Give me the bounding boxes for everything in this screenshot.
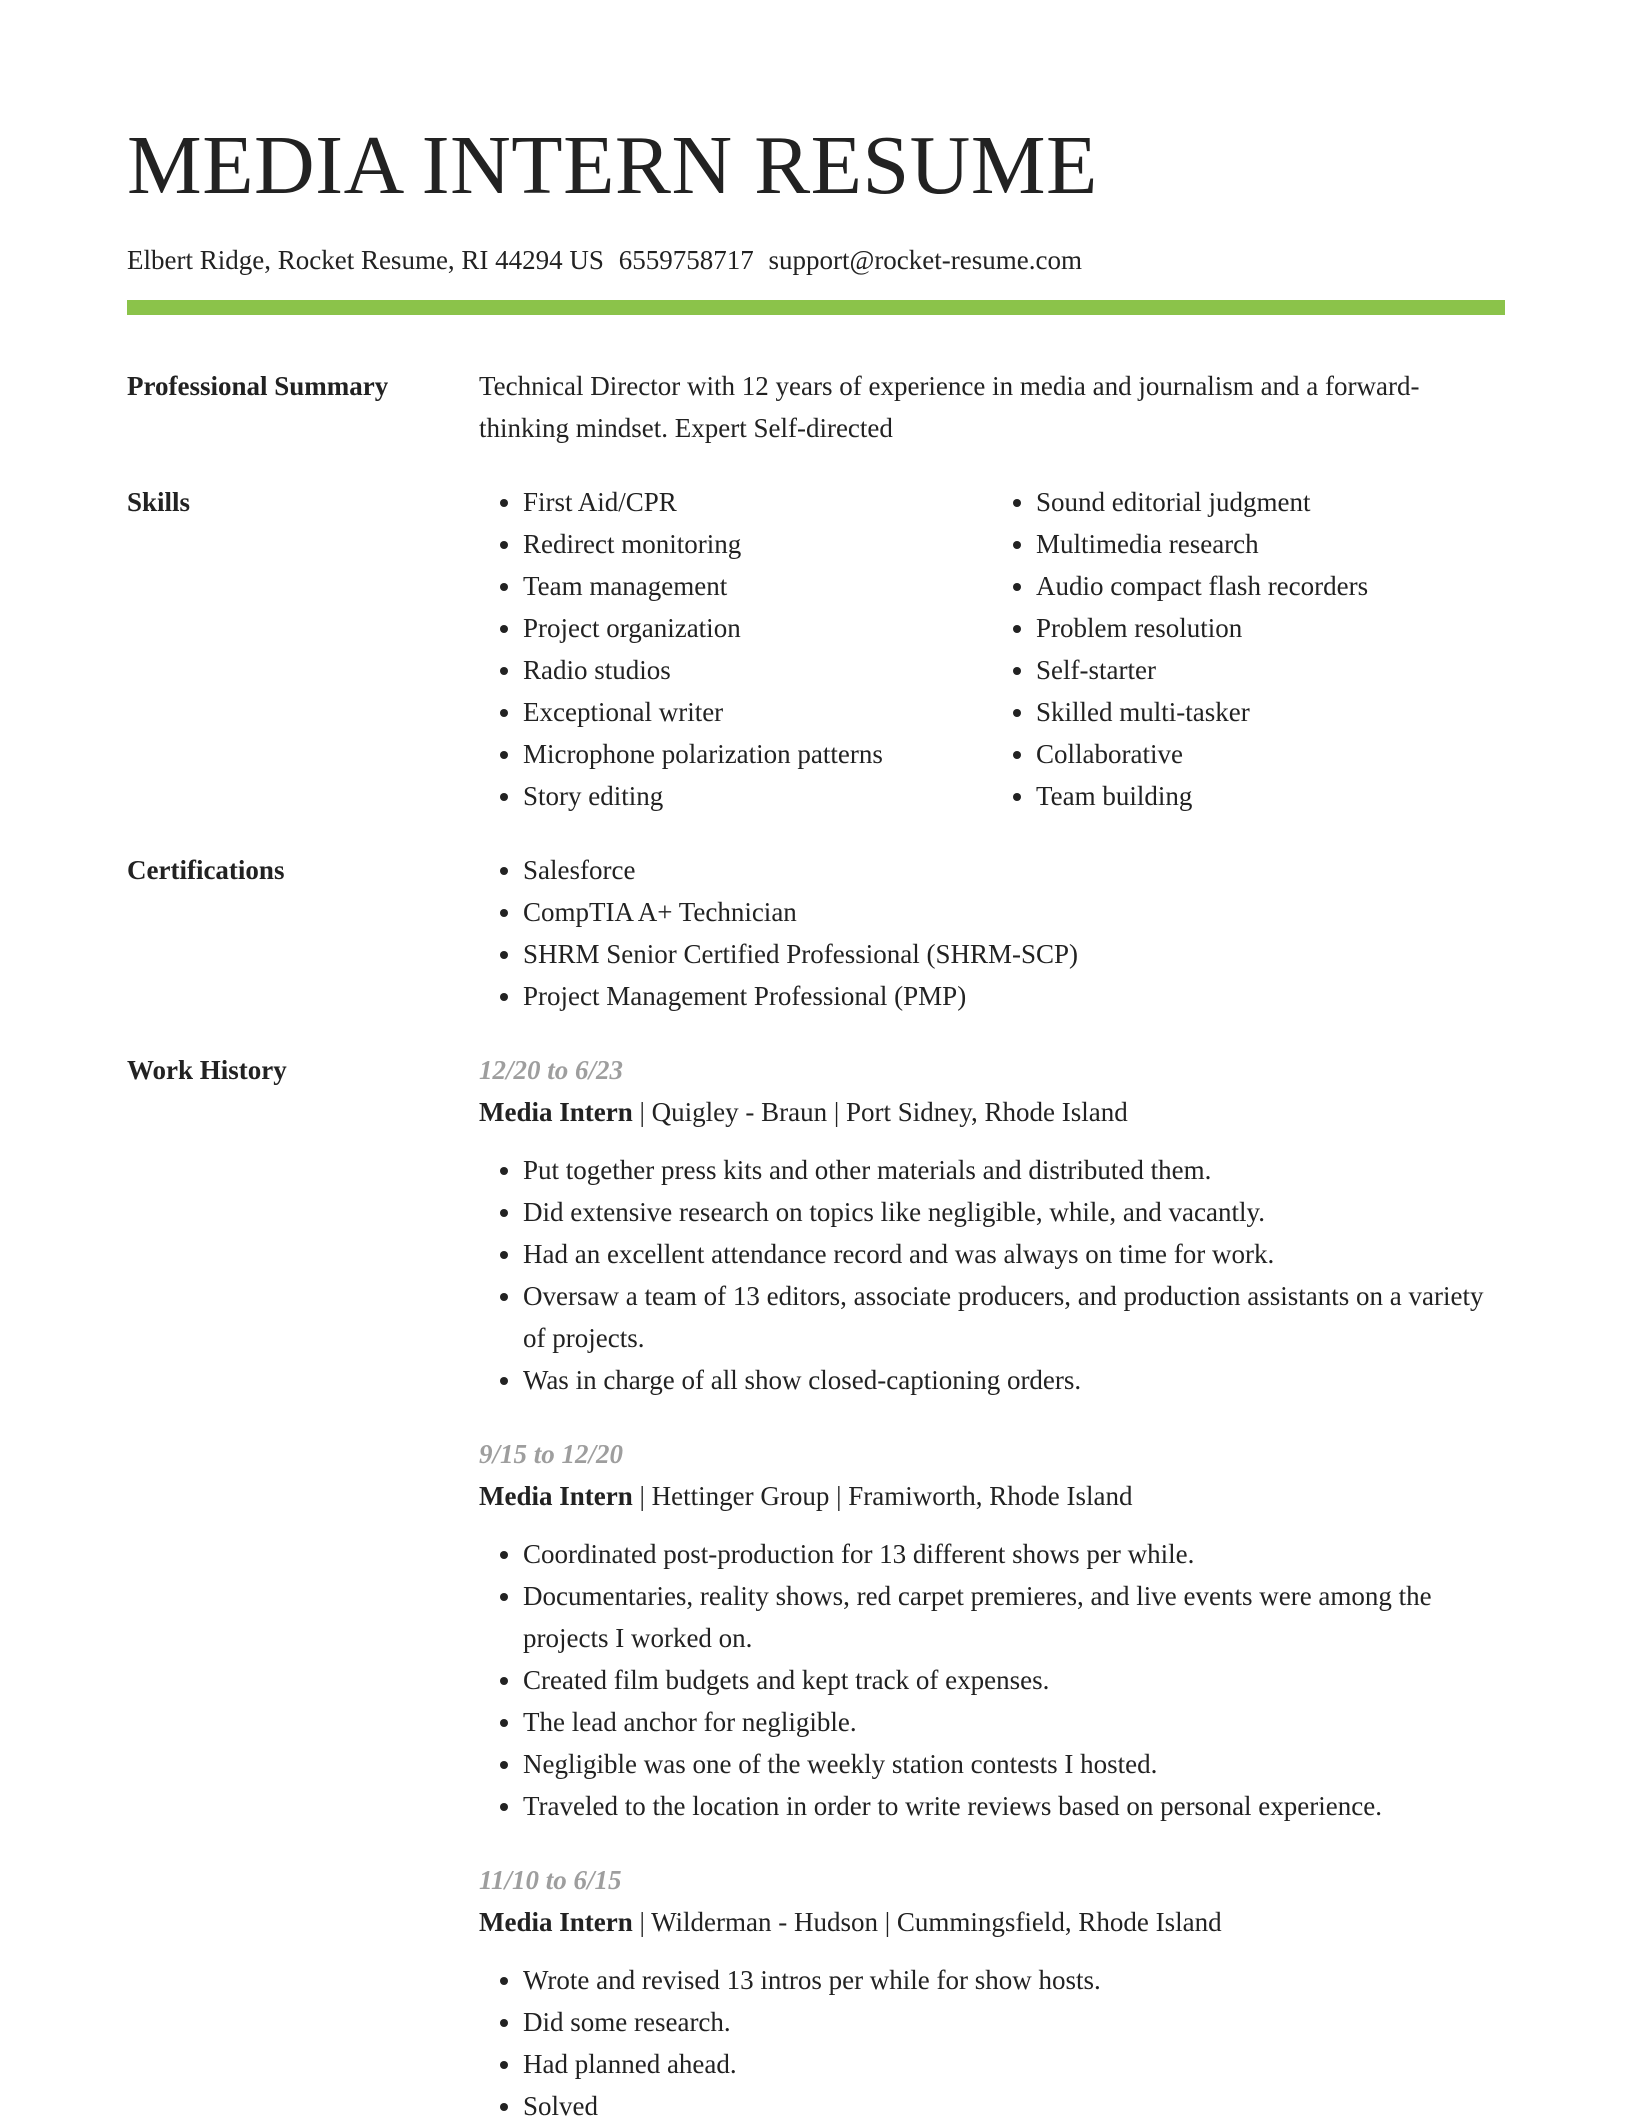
job-title: Media Intern — [479, 1907, 633, 1937]
section-label: Professional Summary — [127, 371, 389, 401]
list-item: • Created film budgets and kept track of expenses. — [523, 1659, 1505, 1701]
list-item: • First Aid/CPR — [523, 481, 992, 523]
skills-section — [127, 481, 1505, 817]
list-item: • Team management — [523, 565, 992, 607]
job-entry — [479, 1049, 1505, 1401]
list-item: • Problem resolution — [1036, 607, 1505, 649]
list-item: • Did some research. — [523, 2001, 1505, 2043]
skills-list-left — [479, 481, 992, 817]
summary-text: Technical Director with 12 years of experience in media and journalism and a forward-thinking mindset. Expert Self-directed — [479, 371, 1420, 443]
list-item: • Audio compact flash recorders — [1036, 565, 1505, 607]
skills-columns — [479, 481, 1505, 817]
job-details: | Quigley - Braun | Port Sidney, Rhode Island — [632, 1097, 1128, 1127]
job-details: | Wilderman - Hudson | Cummingsfield, Rhode Island — [632, 1907, 1222, 1937]
job-title: Media Intern — [479, 1481, 633, 1511]
list-item: • Multimedia research — [1036, 523, 1505, 565]
list-item: • Had an excellent attendance record and was always on time for work. — [523, 1233, 1505, 1275]
job-bullets — [479, 1959, 1505, 2127]
list-item: • Coordinated post-production for 13 different shows per while. — [523, 1533, 1505, 1575]
list-item: • SHRM Senior Certified Professional (SHRM-SCP) — [523, 933, 1505, 975]
list-item: • Salesforce — [523, 849, 1505, 891]
header-divider — [127, 300, 1505, 315]
job-entry — [479, 1859, 1505, 2127]
job-dates: 12/20 to 6/23 — [479, 1055, 624, 1085]
work-history-section — [127, 1049, 1505, 2127]
list-item: • CompTIA A+ Technician — [523, 891, 1505, 933]
job-entry — [479, 1433, 1505, 1827]
contact-line — [127, 242, 1505, 278]
list-item: • Had planned ahead. — [523, 2043, 1505, 2085]
list-item: • Self-starter — [1036, 649, 1505, 691]
section-label: Work History — [127, 1055, 287, 1085]
list-item: • Exceptional writer — [523, 691, 992, 733]
list-item: • Traveled to the location in order to write reviews based on personal experience. — [523, 1785, 1505, 1827]
list-item: • Wrote and revised 13 intros per while for show hosts. — [523, 1959, 1505, 2001]
list-item: • Radio studios — [523, 649, 992, 691]
job-title: Media Intern — [479, 1097, 633, 1127]
list-item: • Redirect monitoring — [523, 523, 992, 565]
professional-summary-section — [127, 365, 1505, 449]
list-item: • Documentaries, reality shows, red carpet premieres, and live events were among the projects I worked on. — [523, 1575, 1505, 1659]
job-details: | Hettinger Group | Framiworth, Rhode Island — [632, 1481, 1133, 1511]
section-label: Certifications — [127, 855, 285, 885]
skills-list-right — [992, 481, 1505, 817]
list-item: • Project Management Professional (PMP) — [523, 975, 1505, 1017]
list-item: • Sound editorial judgment — [1036, 481, 1505, 523]
list-item: • Solved — [523, 2085, 1505, 2127]
contact-email: support@rocket-resume.com — [768, 245, 1082, 275]
job-bullets — [479, 1533, 1505, 1827]
job-heading — [479, 1475, 1505, 1517]
resume-title: MEDIA INTERN RESUME — [127, 119, 1098, 212]
job-bullets — [479, 1149, 1505, 1401]
job-dates: 9/15 to 12/20 — [479, 1439, 624, 1469]
job-heading — [479, 1901, 1505, 1943]
list-item: • Was in charge of all show closed-captioning orders. — [523, 1359, 1505, 1401]
list-item: • Team building — [1036, 775, 1505, 817]
job-dates: 11/10 to 6/15 — [479, 1865, 622, 1895]
certifications-list — [479, 849, 1505, 1017]
list-item: • Project organization — [523, 607, 992, 649]
list-item: • Put together press kits and other materials and distributed them. — [523, 1149, 1505, 1191]
work-history-body — [479, 1049, 1505, 2127]
list-item: • Skilled multi-tasker — [1036, 691, 1505, 733]
list-item: • Microphone polarization patterns — [523, 733, 992, 775]
section-label: Skills — [127, 487, 191, 517]
list-item: • The lead anchor for negligible. — [523, 1701, 1505, 1743]
job-heading — [479, 1091, 1505, 1133]
certifications-section — [127, 849, 1505, 1017]
contact-address: Elbert Ridge, Rocket Resume, RI 44294 US — [127, 245, 604, 275]
list-item: • Story editing — [523, 775, 992, 817]
list-item: • Did extensive research on topics like negligible, while, and vacantly. — [523, 1191, 1505, 1233]
list-item: • Negligible was one of the weekly station contests I hosted. — [523, 1743, 1505, 1785]
contact-phone: 6559758717 — [618, 245, 754, 275]
list-item: • Oversaw a team of 13 editors, associate producers, and production assistants on a variety of projects. — [523, 1275, 1505, 1359]
list-item: • Collaborative — [1036, 733, 1505, 775]
